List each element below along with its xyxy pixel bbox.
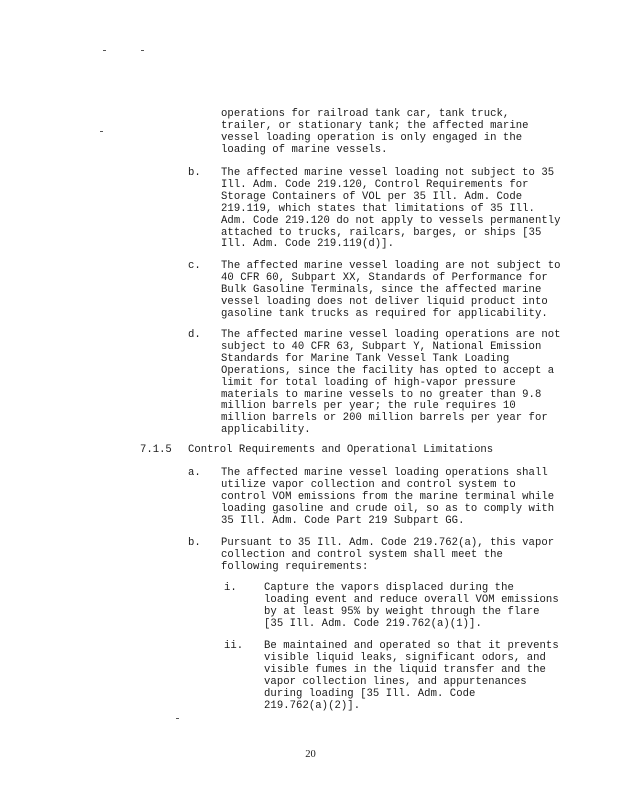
scan-mark — [100, 131, 103, 132]
subitem-text-i: Capture the vapors displaced during the loading event and reduce overall VOM emissions by at least 95% by weight through the flare [35 Ill. Adm. Code 219.762(a)(1)]. — [264, 582, 559, 630]
item-label-a: a. — [188, 467, 201, 479]
page-number: 20 — [305, 749, 316, 760]
item-text-d: The affected marine vessel loading operations are not subject to 40 CFR 63, Subpart Y, National Emission Standards for Marine Tank Vessel Tank Loading Operations, since the facility has opted to accept a limit for total loading of high-vapor pressure materials to marine vessels to no greater than 9.8 million barrels per year; the rule requires 10 million barrels or 200 million barrels per year for applicability. — [221, 329, 561, 437]
scan-mark — [103, 50, 106, 51]
continuation-paragraph: operations for railroad tank car, tank truck, trailer, or stationary tank; the affected marine vessel loading operation is only engaged in the loading of marine vessels. — [221, 108, 529, 156]
item-label-b2: b. — [188, 537, 201, 549]
subitem-text-ii: Be maintained and operated so that it prevents visible liquid leaks, significant odors, and visible fumes in the liquid transfer and the vapor collection lines, and appurtenances during loading [35 Ill. Adm. Code 219.762(a)(2)]. — [264, 640, 559, 712]
scan-mark — [141, 50, 144, 51]
section-number: 7.1.5 — [140, 444, 172, 456]
item-label-c: c. — [188, 260, 201, 272]
item-text-c: The affected marine vessel loading are not subject to 40 CFR 60, Subpart XX, Standards of Performance for Bulk Gasoline Terminals, since the affected marine vessel loading does not deliver liquid product into gasoline tank trucks as required for applicability. — [221, 260, 561, 320]
subitem-label-ii: ii. — [224, 640, 244, 652]
item-label-d: d. — [188, 329, 201, 341]
item-text-b2: Pursuant to 35 Ill. Adm. Code 219.762(a), this vapor collection and control system shall meet the following requirements: — [221, 537, 555, 573]
subitem-label-i: i. — [224, 582, 237, 594]
scan-mark — [176, 718, 179, 719]
item-text-b: The affected marine vessel loading not subject to 35 Ill. Adm. Code 219.120, Control Requirements for Storage Containers of VOL per 35 Ill. Adm. Code 219.119, which states that limitations of 35 Ill. Adm. Code 219.120 do not apply to vessels permanently attached to trucks, railcars, barges, or ships [35 Ill. Adm. Code 219.119(d)]. — [221, 167, 561, 251]
item-text-a: The affected marine vessel loading operations shall utilize vapor collection and control system to control VOM emissions from the marine terminal while loading gasoline and crude oil, so as to comply with 35 Ill. Adm. Code Part 219 Subpart GG. — [221, 467, 555, 527]
section-title: Control Requirements and Operational Limitations — [188, 444, 494, 456]
item-label-b: b. — [188, 167, 201, 179]
